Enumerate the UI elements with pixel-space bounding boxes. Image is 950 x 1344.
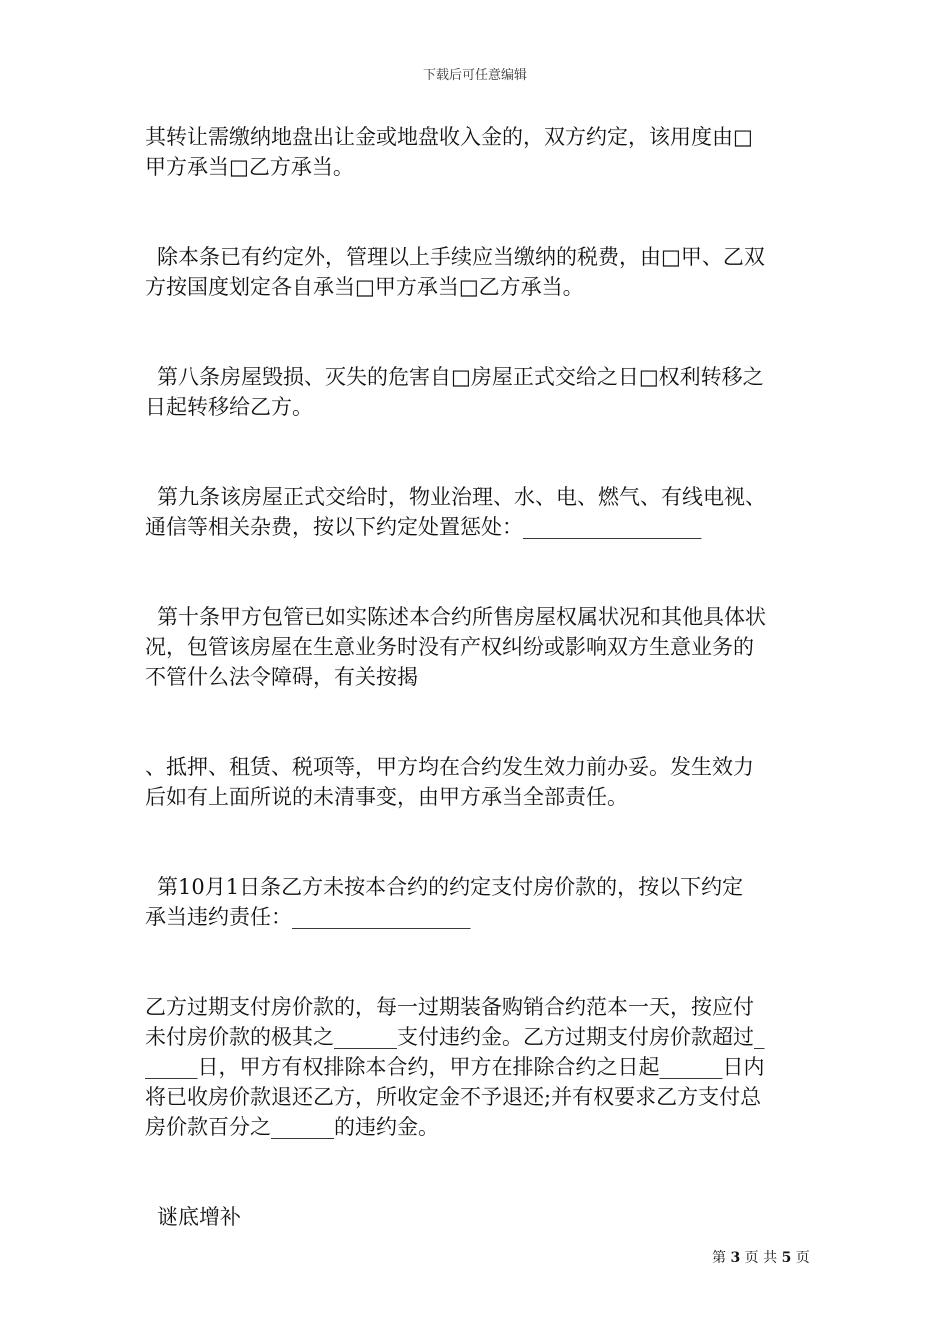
text-line: 日起转移给乙方。 — [145, 395, 313, 419]
paragraph — [145, 1202, 810, 1232]
paragraph — [145, 752, 810, 812]
text-line: 况，包管该房屋在生意业务时没有产权纠纷或影响双方生意业务的 — [145, 635, 754, 659]
text-line: 除本条已有约定外，管理以上手续应当缴纳的税费，由□甲、乙双 — [157, 245, 765, 269]
text-line: 、抵押、租赁、税项等，甲方均在合约发生效力前办妥。发生效力 — [145, 755, 754, 779]
page-label-suffix: 页 — [795, 1250, 810, 1266]
text-line: 第10月1日条乙方未按本合约的约定支付房价款的，按以下约定 — [157, 875, 744, 899]
text-line: 通信等相关杂费，按以下约定处置惩处：_________________ — [145, 515, 702, 539]
text-line: 其转让需缴纳地盘出让金或地盘收入金的，双方约定，该用度由□ — [145, 125, 753, 149]
page-label-prefix: 第 — [712, 1250, 726, 1266]
document-body — [145, 122, 810, 1232]
paragraph — [145, 122, 810, 182]
paragraph — [145, 992, 810, 1142]
text-line: 不管什么法令障碍，有关按揭 — [145, 665, 418, 689]
total-pages: 5 — [781, 1250, 792, 1266]
text-line: 第九条该房屋正式交给时，物业治理、水、电、燃气、有线电视、 — [157, 485, 766, 509]
paragraph — [145, 872, 810, 932]
paragraph — [145, 362, 810, 422]
paragraph — [145, 242, 810, 302]
current-page: 3 — [730, 1250, 741, 1266]
paragraph — [145, 602, 810, 692]
paragraph — [145, 482, 810, 542]
header-note: 下载后可任意编辑 — [422, 68, 527, 83]
text-line: _____日，甲方有权排除本合约，甲方在排除合约之日起______日内 — [145, 1055, 765, 1079]
text-line: 后如有上面所说的未清事变，由甲方承当全部责任。 — [145, 785, 628, 809]
text-line: 承当违约责任：_________________ — [145, 905, 471, 929]
text-line: 乙方过期支付房价款的，每一过期装备购销合约范本一天，按应付 — [145, 995, 754, 1019]
text-line: 未付房价款的极其之______支付违约金。乙方过期支付房价款超过_ — [145, 1025, 765, 1049]
text-line: 第十条甲方包管已如实陈述本合约所售房屋权属状况和其他具体状 — [157, 605, 766, 629]
text-line: 将已收房价款退还乙方，所收定金不予退还;并有权要求乙方支付总 — [145, 1085, 762, 1109]
text-line: 房价款百分之______的违约金。 — [145, 1115, 439, 1139]
page-number — [712, 1247, 810, 1267]
text-line: 第八条房屋毁损、灭失的危害自□房屋正式交给之日□权利转移之 — [157, 365, 764, 389]
page-label-middle: 页 共 — [744, 1250, 778, 1266]
text-line: 谜底增补 — [157, 1205, 241, 1229]
text-line: 甲方承当□乙方承当。 — [145, 155, 354, 179]
text-line: 方按国度划定各自承当□甲方承当□乙方承当。 — [145, 275, 584, 299]
